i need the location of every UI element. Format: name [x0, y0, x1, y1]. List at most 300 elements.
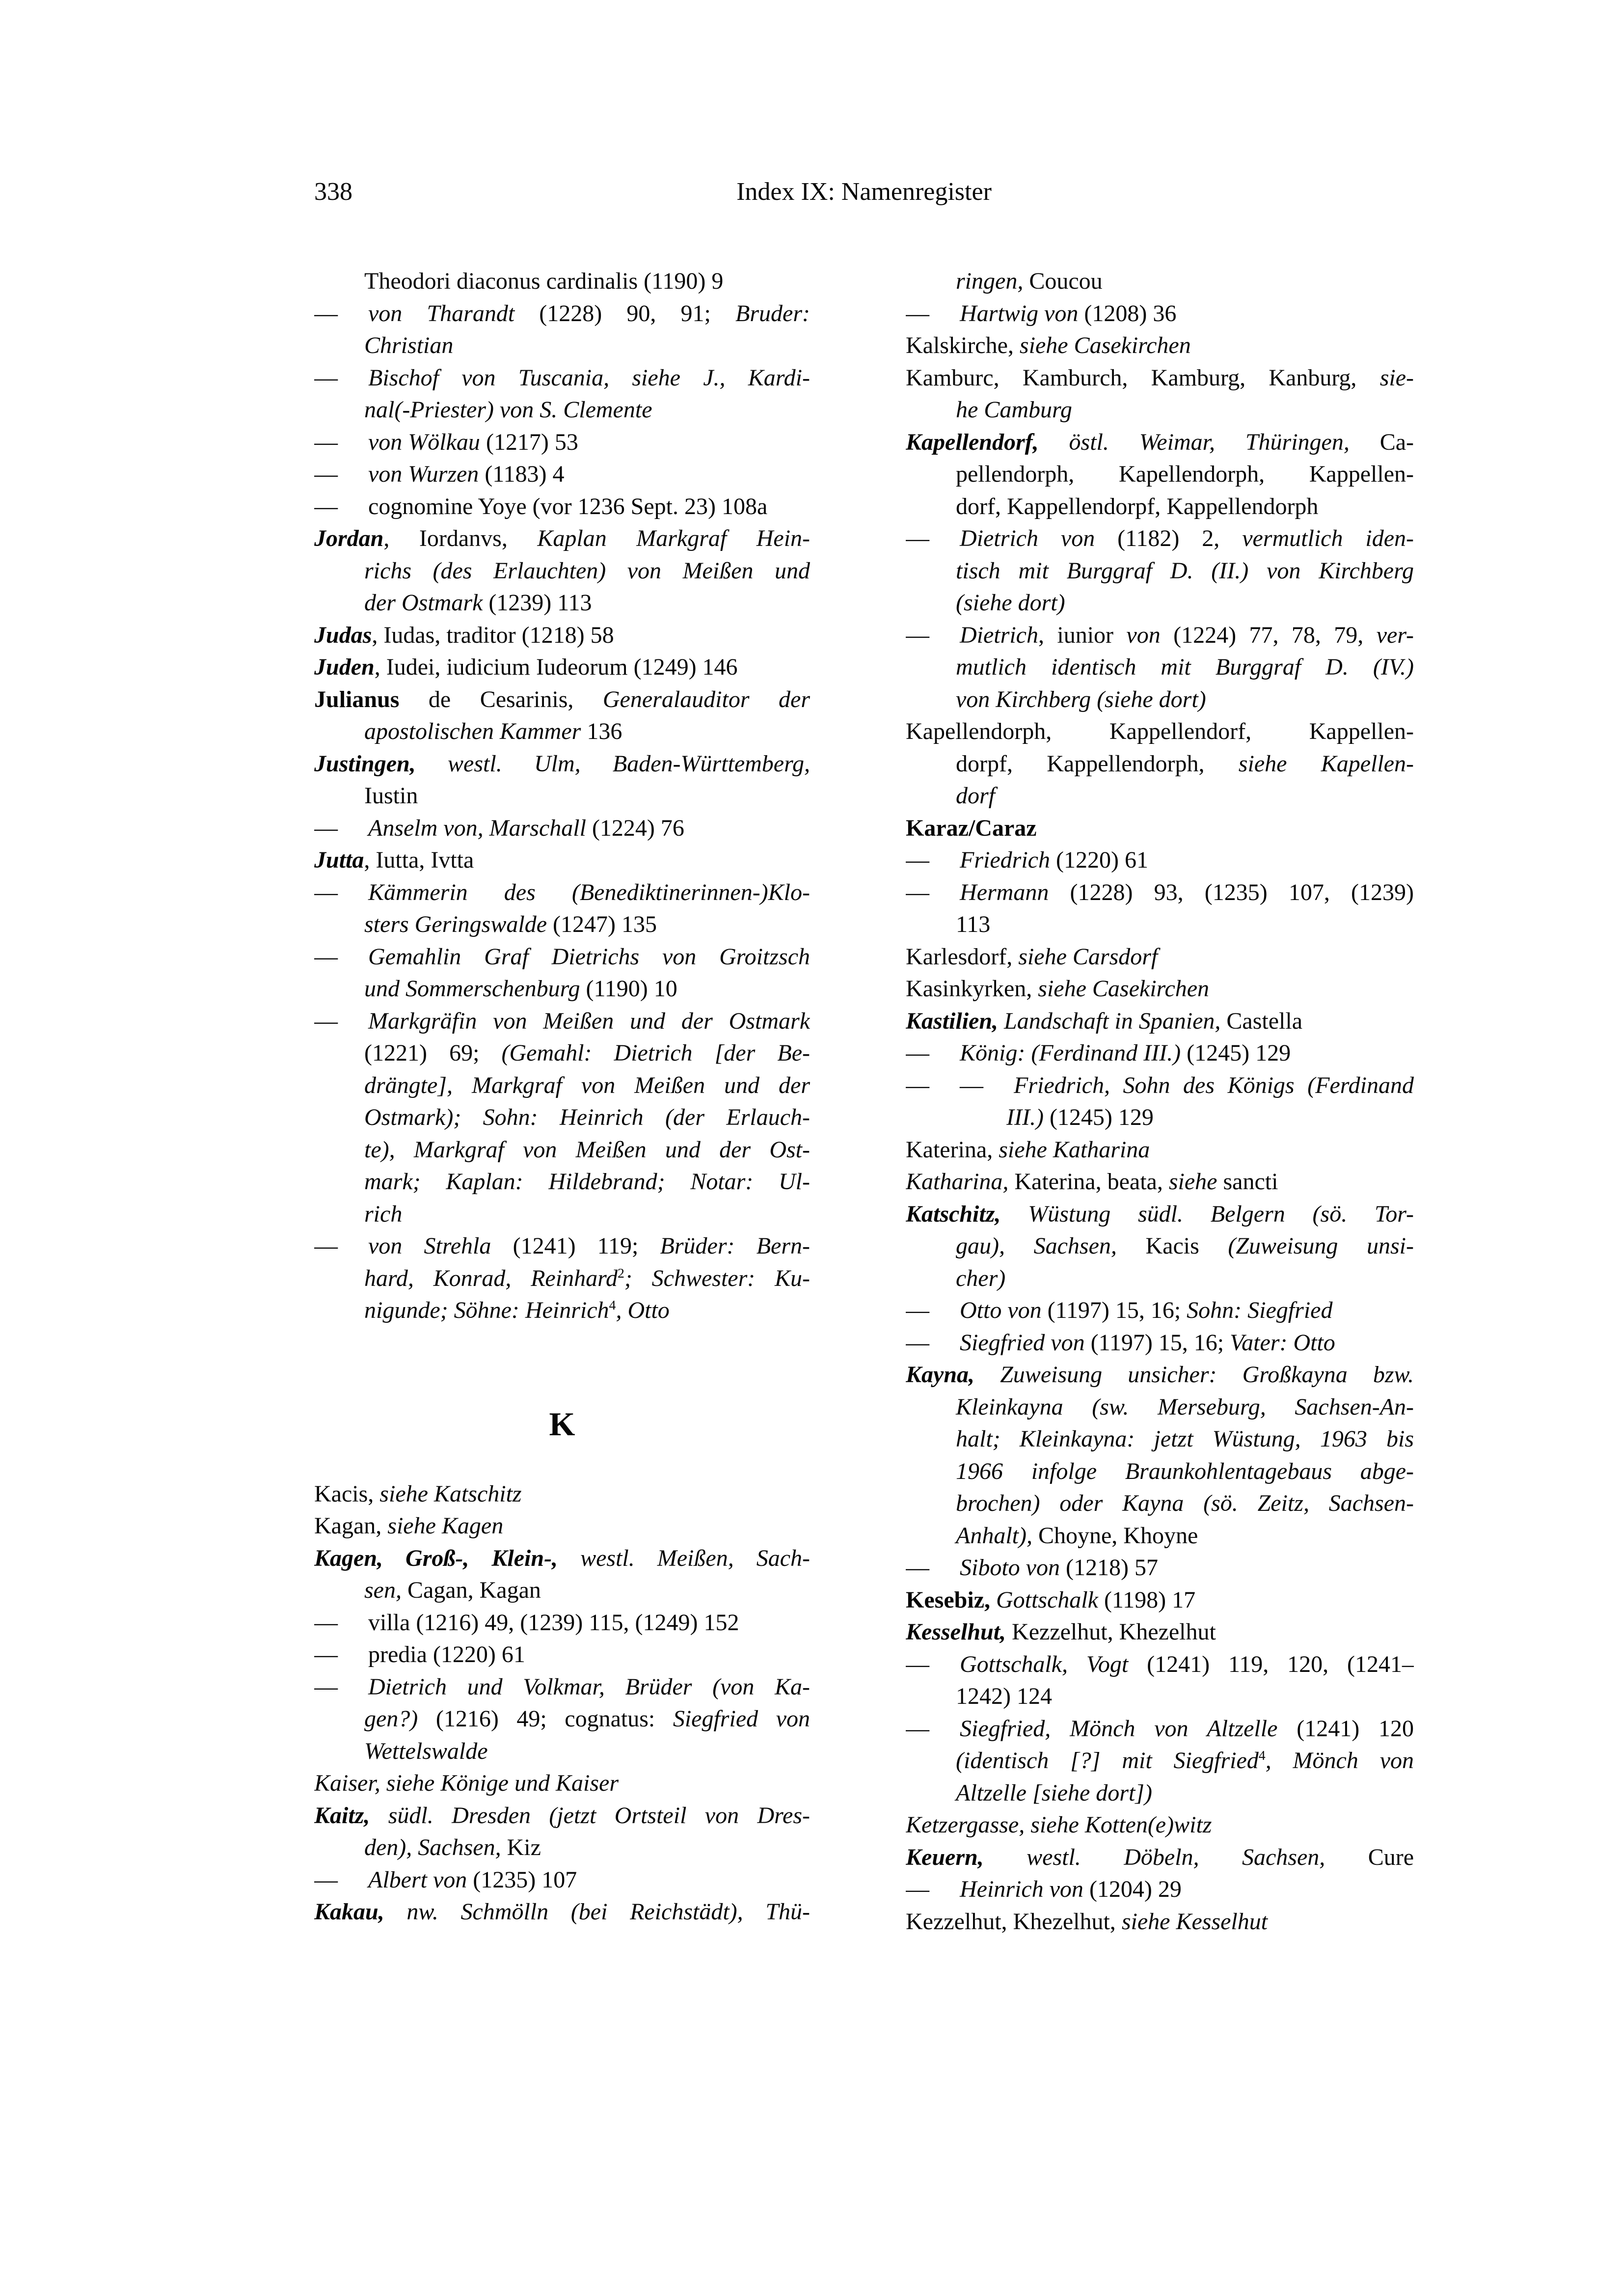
text-segment: Kaitz,: [314, 1802, 370, 1829]
index-line: [314, 1800, 810, 1832]
index-line: [906, 1101, 1414, 1134]
index-line: [314, 1703, 810, 1735]
column-right: [906, 265, 1414, 1938]
superscript-number: 4: [1258, 1748, 1266, 1763]
index-line: [906, 844, 1414, 876]
entry-dash: —: [906, 622, 929, 648]
entry-dash: —: [314, 943, 338, 970]
text-segment: ringen,: [956, 268, 1024, 294]
text-segment: westl. Döbeln, Sachsen,: [983, 1844, 1325, 1870]
entry-dash: —: [314, 1233, 338, 1259]
text-segment: siehe Casekirchen: [1019, 332, 1191, 358]
text-segment: Kaiser, siehe Könige und Kaiser: [314, 1770, 619, 1796]
index-line: [314, 522, 810, 555]
text-segment: (1182) 2,: [1095, 525, 1243, 551]
index-line: [906, 780, 1414, 812]
text-segment: halt; Kleinkayna: jetzt Wüstung, 1963 bis: [956, 1426, 1414, 1452]
index-line: [906, 812, 1414, 845]
index-line: [314, 491, 810, 523]
index-line: [314, 1037, 810, 1069]
text-segment: Ca-: [1349, 429, 1414, 455]
text-segment: gen?): [364, 1706, 418, 1732]
text-segment: südl. Dresden (jetzt Ortsteil von Dres-: [370, 1802, 810, 1829]
index-line: [906, 522, 1414, 555]
index-line: [314, 1639, 810, 1671]
index-line: [906, 941, 1414, 973]
entry-dash: —: [314, 364, 338, 391]
index-line: [314, 1101, 810, 1134]
text-segment: sancti: [1217, 1169, 1278, 1195]
text-segment: nal(-Priester) von S. Clemente: [364, 397, 652, 423]
index-line: [906, 555, 1414, 587]
text-segment: siehe Katschitz: [379, 1480, 522, 1507]
page-number: 338: [314, 178, 352, 206]
text-segment: Cagan, Kagan: [401, 1577, 541, 1603]
text-segment: (Gemahl: Dietrich [der Be-: [501, 1040, 810, 1066]
index-line: [314, 394, 810, 426]
index-line: [906, 491, 1414, 523]
index-line: [314, 329, 810, 362]
text-segment: (1241) 120: [1277, 1715, 1414, 1742]
index-line: [314, 1542, 810, 1575]
text-segment: Kleinkayna (sw. Merseburg, Sachsen-An-: [956, 1394, 1414, 1420]
index-line: [314, 426, 810, 459]
index-line: [314, 1671, 810, 1703]
index-line: [906, 1294, 1414, 1327]
text-segment: siehe: [1168, 1169, 1217, 1195]
text-segment: villa (1216) 49, (1239) 115, (1249) 152: [368, 1609, 739, 1636]
entry-dash: —: [906, 1072, 929, 1098]
index-line: [906, 1777, 1414, 1809]
index-line: [314, 1864, 810, 1896]
text-segment: ver-: [1376, 622, 1414, 648]
text-segment: vermutlich iden-: [1242, 525, 1414, 551]
index-line: [314, 587, 810, 619]
entry-dash: —: [906, 1555, 929, 1581]
text-segment: dorpf, Kappellendorph,: [956, 750, 1239, 777]
text-segment: (1247) 135: [547, 911, 657, 937]
text-segment: (1221) 69;: [364, 1040, 502, 1066]
text-segment: (1235) 107: [467, 1866, 577, 1893]
index-line: [906, 394, 1414, 426]
text-segment: 113: [956, 911, 991, 937]
text-segment: Zuweisung unsicher: Großkayna bzw.: [974, 1362, 1414, 1388]
text-segment: 1966 infolge Braunkohlentagebaus abge-: [956, 1458, 1414, 1484]
text-segment: siehe Casekirchen: [1038, 976, 1210, 1002]
index-line: [314, 812, 810, 845]
index-line: [906, 1713, 1414, 1745]
text-segment: Markgräfin von Meißen und der Ostmark: [368, 1008, 810, 1034]
entry-dash: —: [314, 429, 338, 455]
index-line: [906, 715, 1414, 748]
text-segment: siehe Kesselhut: [1121, 1908, 1268, 1935]
index-line: [314, 1005, 810, 1038]
text-segment: Kezzelhut, Khezelhut,: [906, 1908, 1122, 1935]
index-line: [906, 1455, 1414, 1488]
text-segment: Choyne, Khoyne: [1032, 1522, 1198, 1549]
index-line: [906, 1166, 1414, 1198]
index-line: [314, 1767, 810, 1800]
text-segment: cognomine Yoye (vor 1236 Sept. 23) 108a: [368, 493, 768, 519]
index-line: [906, 748, 1414, 780]
text-segment: Kiz: [501, 1834, 541, 1860]
index-line: [314, 780, 810, 812]
text-segment: König: (Ferdinand III.): [960, 1040, 1181, 1066]
text-segment: predia (1220) 61: [368, 1641, 525, 1667]
text-segment: sie-: [1379, 364, 1414, 391]
text-segment: , Otto: [616, 1297, 670, 1323]
text-segment: Generalauditor der: [602, 686, 810, 712]
text-segment: (1198) 17: [1098, 1586, 1196, 1613]
text-segment: Bischof von Tuscania, siehe J., Kardi-: [368, 364, 810, 391]
text-segment: siehe Katharina: [999, 1136, 1150, 1163]
text-segment: Kapellendorph, Kappellendorf, Kappellen-: [906, 718, 1414, 744]
index-line: [906, 1359, 1414, 1391]
text-segment: Kakau,: [314, 1899, 384, 1925]
text-segment: Dietrich: [960, 622, 1038, 648]
text-segment: pellendorph, Kapellendorph, Kappellen-: [956, 461, 1414, 487]
right-column-lines: [906, 265, 1414, 1938]
index-line: [906, 1809, 1414, 1841]
text-segment: von Strehla: [368, 1233, 491, 1259]
text-segment: (1245) 129: [1181, 1040, 1291, 1066]
text-segment: , Iutta, Ivtta: [364, 847, 474, 873]
text-segment: tisch mit Burggraf D. (II.) von Kirchberg: [956, 557, 1414, 584]
entry-dash: —: [906, 879, 929, 905]
text-segment: Friedrich, Sohn des Königs (Ferdinand: [1014, 1072, 1414, 1098]
left-column-lines-k-section: [314, 1478, 810, 1928]
index-line: [906, 1584, 1414, 1616]
text-segment: mark; Kaplan: Hildebrand; Notar: Ul-: [364, 1169, 810, 1195]
index-line: [314, 651, 810, 683]
text-segment: westl. Ulm, Baden-Württemberg,: [415, 750, 810, 777]
text-segment: Kacis,: [314, 1480, 380, 1507]
text-segment: Gottschalk, Vogt: [960, 1651, 1129, 1677]
text-segment: (1208) 36: [1078, 300, 1177, 327]
text-segment: (Zuweisung unsi-: [1228, 1233, 1414, 1259]
text-segment: Friedrich: [960, 847, 1050, 873]
index-line: [314, 458, 810, 491]
entry-dash: —: [906, 1297, 929, 1323]
text-segment: Brüder: Bern-: [660, 1233, 810, 1259]
text-segment: richs (des Erlauchten) von Meißen und: [364, 557, 810, 584]
text-segment: Kagan,: [314, 1513, 388, 1539]
text-segment: Jordan: [314, 525, 384, 551]
text-segment: (1241) 119, 120, (1241–: [1128, 1651, 1414, 1677]
text-segment: Justingen,: [314, 750, 416, 777]
text-segment: nigunde; Söhne: Heinrich: [364, 1297, 609, 1323]
text-segment: Judas: [314, 622, 372, 648]
entry-dash: —: [314, 1673, 338, 1700]
text-segment: 136: [581, 718, 622, 744]
text-segment: (1245) 129: [1043, 1104, 1154, 1130]
text-segment: östl. Weimar, Thüringen,: [1038, 429, 1350, 455]
text-segment: Dietrich von: [960, 525, 1095, 551]
index-line: [906, 1391, 1414, 1423]
text-segment: nw. Schmölln (bei Reichstädt), Thü-: [384, 1899, 810, 1925]
entry-dash: —: [314, 1641, 338, 1667]
text-segment: Bruder:: [735, 300, 810, 327]
text-segment: Wüstung südl. Belgern (sö. Tor-: [1000, 1201, 1414, 1227]
text-segment: , iunior: [1038, 622, 1127, 648]
index-line: [906, 1841, 1414, 1874]
index-line: [314, 844, 810, 876]
text-segment: (1218) 57: [1059, 1555, 1158, 1581]
text-segment: Kasinkyrken,: [906, 976, 1038, 1002]
text-segment: Heinrich von: [960, 1876, 1083, 1902]
index-line: [314, 1230, 810, 1262]
text-segment: Coucou: [1023, 268, 1103, 294]
column-left: [314, 265, 810, 1938]
text-segment: Siegfried, Mönch von Altzelle: [960, 1715, 1278, 1742]
entry-dash: —: [314, 879, 338, 905]
entry-dash: —: [314, 1609, 338, 1636]
text-segment: III.): [1006, 1104, 1044, 1130]
text-segment: Julianus: [314, 686, 400, 712]
index-line: [906, 1069, 1414, 1102]
text-segment: Gottschalk: [990, 1586, 1098, 1613]
text-segment: Kaplan Markgraf Hein-: [537, 525, 810, 551]
text-segment: Cure: [1325, 1844, 1414, 1870]
text-segment: Vater: Otto: [1230, 1329, 1335, 1356]
entry-dash: —: [314, 461, 338, 487]
text-segment: Albert von: [368, 1866, 467, 1893]
index-line: [314, 1896, 810, 1928]
index-line: [314, 941, 810, 973]
index-columns: [314, 265, 1414, 1938]
text-segment: Kapellendorf,: [906, 429, 1039, 455]
index-line: [906, 1680, 1414, 1713]
index-line: [314, 683, 810, 716]
left-column-lines-j-section: [314, 265, 810, 1327]
text-segment: von: [1126, 622, 1161, 648]
text-segment: dorf: [956, 783, 996, 809]
index-line: [906, 587, 1414, 619]
index-line: [906, 973, 1414, 1005]
text-segment: (1197) 15, 16;: [1084, 1329, 1230, 1356]
text-segment: de Cesarinis,: [399, 686, 603, 712]
index-line: [314, 1478, 810, 1510]
section-heading-k: K: [549, 1405, 575, 1443]
index-line: [314, 1166, 810, 1198]
text-segment: Karlesdorf,: [906, 943, 1019, 970]
text-segment: , Iudas, traditor (1218) 58: [372, 622, 614, 648]
index-line: [906, 1745, 1414, 1777]
text-segment: von Tharandt: [368, 300, 515, 327]
index-line: [314, 973, 810, 1005]
text-segment: Kesebiz,: [906, 1586, 990, 1613]
index-line: [906, 298, 1414, 330]
text-segment: und Sommerschenburg: [364, 976, 580, 1002]
index-line: [906, 876, 1414, 909]
index-line: [314, 298, 810, 330]
index-line: [906, 1134, 1414, 1166]
index-line: [906, 1648, 1414, 1681]
index-line: [906, 1037, 1414, 1069]
index-line: [314, 1134, 810, 1166]
running-head: Index IX: Namenregister: [736, 178, 992, 206]
index-line: [314, 1294, 810, 1327]
text-segment: Karaz/Caraz: [906, 815, 1037, 841]
text-segment: sen,: [364, 1577, 402, 1603]
index-line: [314, 1607, 810, 1639]
text-segment: Dietrich und Volkmar, Brüder (von Ka-: [368, 1673, 810, 1700]
index-line: [906, 265, 1414, 298]
text-segment: apostolischen Kammer: [364, 718, 581, 744]
text-segment: Kacis: [1116, 1233, 1228, 1259]
index-line: [314, 265, 810, 298]
index-line: [906, 1906, 1414, 1938]
index-line: [906, 1327, 1414, 1359]
index-line: [906, 651, 1414, 683]
text-segment: , Iudei, iudicium Iudeorum (1249) 146: [374, 654, 738, 680]
entry-dash: —: [314, 1008, 338, 1034]
text-segment: Altzelle [siehe dort]): [956, 1779, 1152, 1806]
index-line: [906, 458, 1414, 491]
text-segment: Castella: [1220, 1008, 1302, 1034]
page-header: [314, 176, 1414, 208]
entry-dash: —: [960, 1072, 983, 1098]
entry-dash: —: [906, 525, 929, 551]
text-segment: , Mönch von: [1265, 1748, 1414, 1774]
text-segment: Kesselhut,: [906, 1619, 1006, 1645]
text-segment: Katschitz,: [906, 1201, 1001, 1227]
text-segment: Gemahlin Graf Dietrichs von Groitzsch: [368, 943, 810, 970]
index-line: [906, 1520, 1414, 1552]
text-segment: (1228) 90, 91;: [514, 300, 736, 327]
text-segment: (1183) 4: [479, 461, 565, 487]
text-segment: mutlich identisch mit Burggraf D. (IV.): [956, 654, 1414, 680]
text-segment: von Wölkau: [368, 429, 480, 455]
text-segment: (1224) 76: [586, 815, 684, 841]
text-segment: Siegfried von: [673, 1706, 810, 1732]
text-segment: Katerina, beata,: [1008, 1169, 1169, 1195]
index-line: [906, 619, 1414, 652]
entry-dash: —: [314, 815, 338, 841]
text-segment: von Kirchberg (siehe dort): [956, 686, 1206, 712]
text-segment: Kastilien,: [906, 1008, 999, 1034]
text-segment: siehe Kapellen-: [1238, 750, 1414, 777]
text-segment: Anselm von, Marschall: [368, 815, 586, 841]
text-segment: rich: [364, 1201, 403, 1227]
text-segment: Landschaft in Spanien,: [998, 1008, 1221, 1034]
text-segment: gau), Sachsen,: [956, 1233, 1117, 1259]
text-segment: siehe Kagen: [387, 1513, 504, 1539]
index-line: [906, 908, 1414, 941]
index-line: [314, 1831, 810, 1864]
text-segment: Kämmerin des (Benediktinerinnen-)Klo-: [368, 879, 810, 905]
entry-dash: —: [906, 1715, 929, 1742]
text-segment: (1220) 61: [1050, 847, 1148, 873]
index-line: [906, 1230, 1414, 1262]
text-segment: Ketzergasse, siehe Kotten(e)witz: [906, 1812, 1212, 1838]
index-line: [906, 362, 1414, 394]
text-segment: (1216) 49; cognatus:: [418, 1706, 673, 1732]
index-line: [906, 683, 1414, 716]
text-segment: te), Markgraf von Meißen und der Ost-: [364, 1136, 810, 1163]
index-line: [906, 1198, 1414, 1230]
index-line: [314, 555, 810, 587]
text-segment: (1204) 29: [1083, 1876, 1182, 1902]
text-segment: (1217) 53: [480, 429, 578, 455]
text-segment: , Iordanvs,: [383, 525, 538, 551]
text-segment: Siegfried von: [960, 1329, 1085, 1356]
text-segment: Sohn: Siegfried: [1187, 1297, 1333, 1323]
text-segment: Wettelswalde: [364, 1738, 488, 1764]
text-segment: 1242) 124: [956, 1683, 1052, 1709]
index-line: [906, 1873, 1414, 1906]
text-segment: drängte], Markgraf von Meißen und der: [364, 1072, 810, 1098]
text-segment: dorf, Kappellendorpf, Kappellendorph: [956, 493, 1319, 519]
text-segment: (1190) 10: [580, 976, 677, 1002]
index-line: [906, 1005, 1414, 1038]
index-line: [314, 748, 810, 780]
text-segment: (identisch [?] mit Siegfried: [956, 1748, 1259, 1774]
index-line: [314, 1069, 810, 1102]
entry-dash: —: [906, 847, 929, 873]
text-segment: Kezzelhut, Khezelhut: [1006, 1619, 1216, 1645]
index-line: [314, 908, 810, 941]
text-segment: Theodori diaconus cardinalis (1190) 9: [364, 268, 724, 294]
text-segment: (siehe dort): [956, 590, 1065, 616]
text-segment: Juden: [314, 654, 375, 680]
text-segment: (1224) 77, 78, 79,: [1160, 622, 1377, 648]
index-line: [314, 1510, 810, 1542]
text-segment: Katerina,: [906, 1136, 999, 1163]
text-segment: he Camburg: [956, 397, 1072, 423]
entry-dash: —: [906, 1876, 929, 1902]
text-segment: cher): [956, 1265, 1006, 1291]
entry-dash: —: [906, 1651, 929, 1677]
text-segment: (1241) 119;: [491, 1233, 660, 1259]
entry-dash: —: [314, 493, 338, 519]
text-segment: siehe Carsdorf: [1018, 943, 1158, 970]
superscript-number: 2: [617, 1265, 624, 1281]
entry-dash: —: [314, 1866, 338, 1893]
text-segment: Hermann: [960, 879, 1049, 905]
text-segment: Keuern,: [906, 1844, 984, 1870]
text-segment: Kamburc, Kamburch, Kamburg, Kanburg,: [906, 364, 1380, 391]
entry-dash: —: [906, 1329, 929, 1356]
index-line: [314, 1735, 810, 1768]
index-line: [906, 329, 1414, 362]
text-segment: westl. Meißen, Sach-: [558, 1545, 810, 1571]
text-segment: der Ostmark: [364, 590, 483, 616]
index-line: [906, 1423, 1414, 1455]
text-segment: Kalskirche,: [906, 332, 1020, 358]
superscript-number: 4: [609, 1298, 616, 1313]
index-line: [314, 619, 810, 652]
text-segment: (1239) 113: [483, 590, 592, 616]
index-line: [906, 1487, 1414, 1520]
entry-dash: —: [314, 300, 338, 327]
text-segment: Anhalt),: [956, 1522, 1032, 1549]
index-line: [314, 1198, 810, 1230]
text-segment: Siboto von: [960, 1555, 1060, 1581]
text-segment: Otto von: [960, 1297, 1042, 1323]
index-line: [906, 426, 1414, 459]
text-segment: Jutta: [314, 847, 364, 873]
text-segment: Kagen, Groß-, Klein-,: [314, 1545, 558, 1571]
index-line: [314, 1574, 810, 1607]
text-segment: den), Sachsen,: [364, 1834, 501, 1860]
text-segment: hard, Konrad, Reinhard: [364, 1265, 618, 1291]
text-segment: Kayna,: [906, 1362, 975, 1388]
text-segment: (1228) 93, (1235) 107, (1239): [1049, 879, 1414, 905]
text-segment: Iustin: [364, 783, 418, 809]
index-line: [314, 715, 810, 748]
index-line: [906, 1262, 1414, 1295]
